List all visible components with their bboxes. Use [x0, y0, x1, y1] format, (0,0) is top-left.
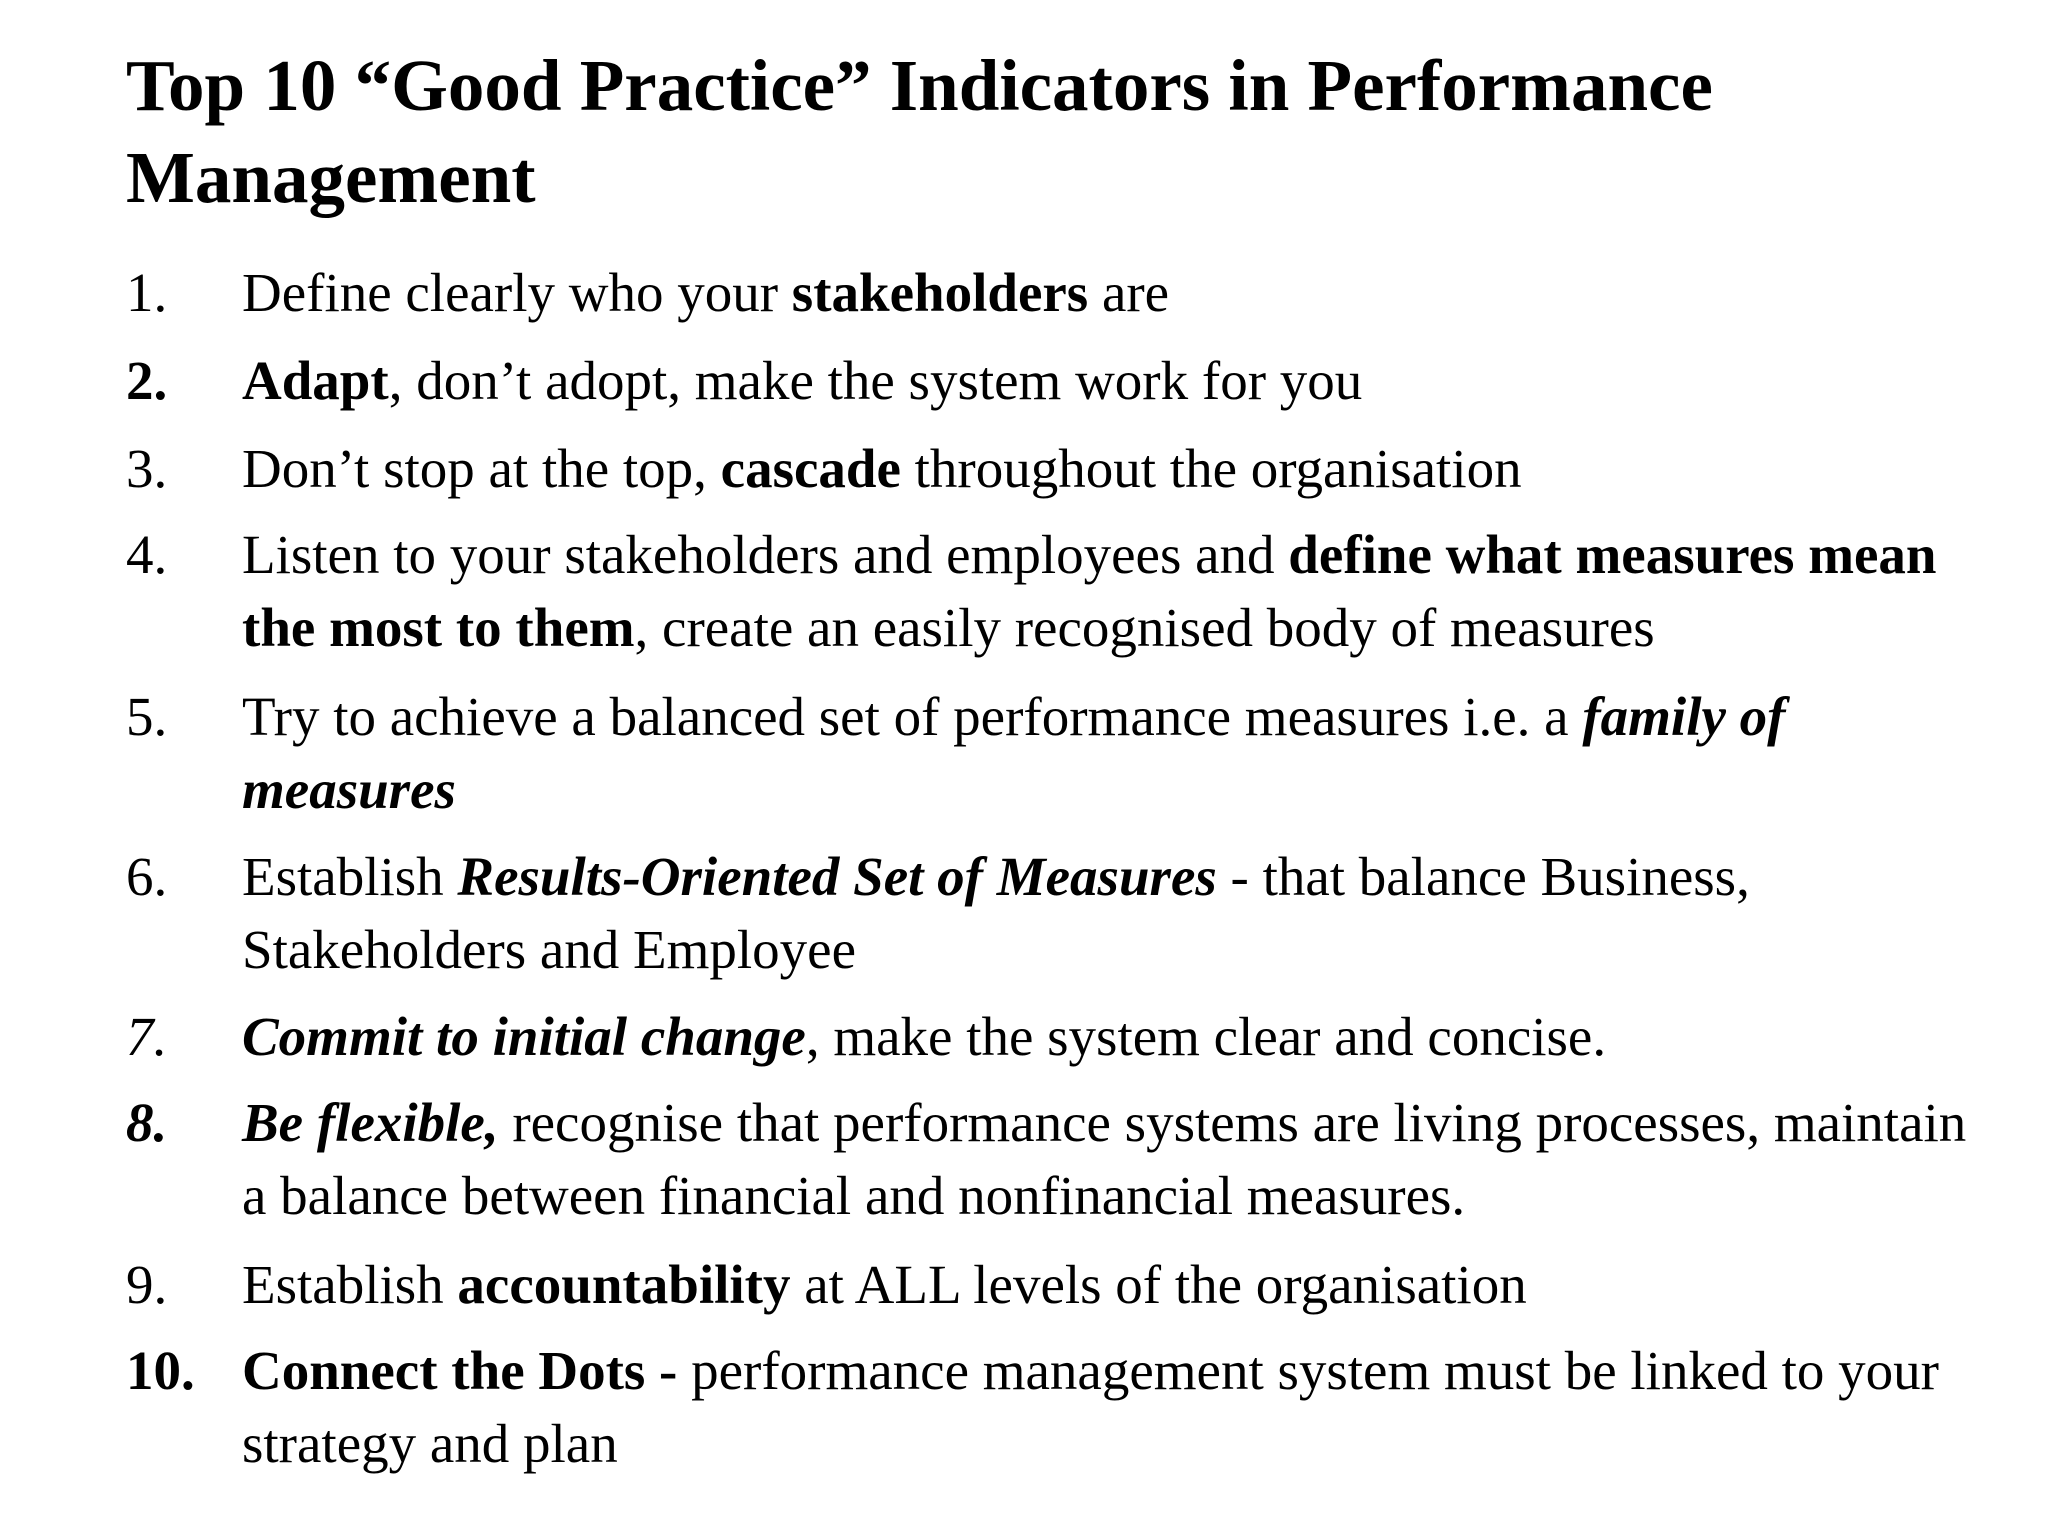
emphasis-text: accountability	[457, 1254, 791, 1315]
item-text	[242, 344, 2002, 417]
item-number: 10.	[126, 1340, 195, 1401]
item-text	[242, 1334, 2002, 1480]
text-run: recognise that performance systems are living processes, maintain a balance between financial and nonfinancial measures.	[242, 1092, 1967, 1226]
text-run: , don’t adopt, make the system work for you	[388, 350, 1363, 411]
item-text	[242, 1000, 2002, 1073]
text-run: Try to achieve a balanced set of performance measures i.e. a	[242, 686, 1583, 747]
item-text	[242, 518, 2002, 664]
item-number: 1.	[126, 262, 168, 323]
emphasis-text: family of measures	[242, 686, 1786, 820]
item-text	[242, 1248, 2002, 1321]
text-run: Don’t stop at the top,	[242, 438, 721, 499]
text-run: Listen to your stakeholders and employees and	[242, 524, 1289, 585]
text-run: at ALL levels of the organisation	[790, 1254, 1527, 1315]
text-run: - that balance Business, Stakeholders and Employee	[242, 846, 1750, 980]
item-text	[242, 256, 2002, 329]
item-number: 7.	[126, 1006, 168, 1067]
emphasis-text: Adapt	[242, 350, 389, 411]
item-number: 6.	[126, 846, 168, 907]
emphasis-text: Be flexible,	[242, 1092, 499, 1153]
text-run: performance management system must be linked to your strategy and plan	[242, 1340, 1939, 1474]
item-text	[242, 432, 2002, 505]
emphasis-text: Commit to initial change	[242, 1006, 806, 1067]
item-number: 8.	[126, 1092, 168, 1153]
text-run: , create an easily recognised body of measures	[634, 597, 1655, 658]
text-run: throughout the organisation	[900, 438, 1522, 499]
item-number: 9.	[126, 1254, 168, 1315]
item-text	[242, 680, 2002, 826]
item-text	[242, 840, 2002, 986]
item-text	[242, 1086, 2002, 1232]
item-number: 5.	[126, 686, 168, 747]
emphasis-text: Results-Oriented Set of Measures	[457, 846, 1217, 907]
emphasis-text: Connect the Dots -	[242, 1340, 678, 1401]
page-title: Top 10 “Good Practice” Indicators in Performance Management	[126, 45, 1713, 218]
text-run: Establish	[242, 1254, 458, 1315]
text-run: , make the system clear and concise.	[805, 1006, 1607, 1067]
text-run: Define clearly who your	[242, 262, 792, 323]
item-number: 4.	[126, 524, 168, 585]
item-number: 2.	[126, 350, 168, 411]
emphasis-text: define what measures mean the most to them	[242, 524, 1937, 658]
text-run: Establish	[242, 846, 458, 907]
emphasis-text: stakeholders	[791, 262, 1089, 323]
emphasis-text: cascade	[720, 438, 901, 499]
item-number: 3.	[126, 438, 168, 499]
text-run: are	[1088, 262, 1170, 323]
